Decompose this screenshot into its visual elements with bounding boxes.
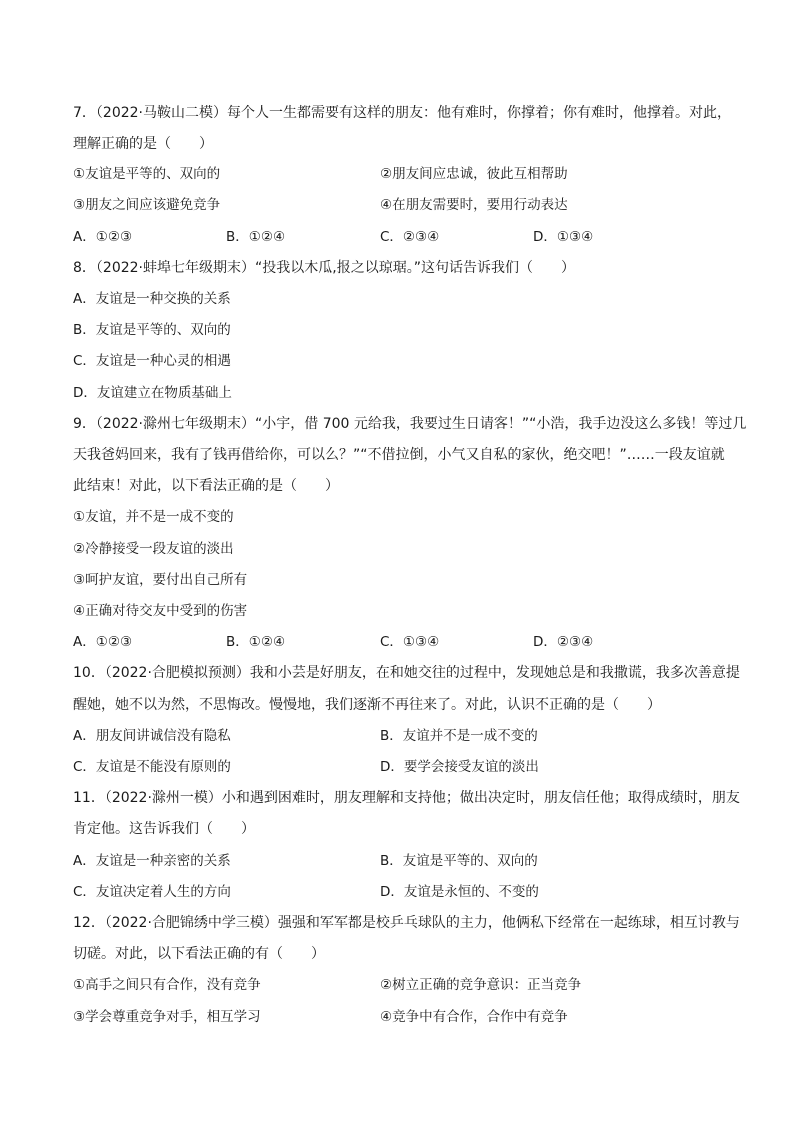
q11-choices-row1 — [73, 852, 733, 870]
q9-statement-3: ③呵护友谊，要付出自己所有 — [73, 572, 248, 588]
q10-choice-a[interactable]: A．朋友间讲诚信没有隐私 — [73, 728, 231, 744]
q7-statement-1: ①友谊是平等的、双向的 — [73, 166, 221, 182]
q8-choice-a[interactable]: A．友谊是一种交换的关系 — [73, 291, 231, 307]
q11-choice-d[interactable]: D．友谊是永恒的、不变的 — [380, 884, 539, 900]
q9-stem-line1: 9．（2022·滁州七年级期末）“小宇，借 700 元给我，我要过生日请客！”“小浩，我手边没这么多钱！等过几 — [73, 416, 747, 432]
q7-stem-line2: 理解正确的是（ ） — [73, 136, 213, 152]
q11-choice-b[interactable]: B．友谊是平等的、双向的 — [380, 853, 538, 869]
q9-choice-a[interactable]: A．①②③ — [73, 634, 133, 650]
q12-stem-line2: 切磋。对此，以下看法正确的有（ ） — [73, 946, 325, 962]
q9-choices — [73, 633, 733, 651]
q10-choice-c[interactable]: C．友谊是不能没有原则的 — [73, 759, 231, 775]
q12-statements-row1 — [73, 976, 733, 994]
q10-choices-row2 — [73, 758, 733, 776]
q10-choice-b[interactable]: B．友谊并不是一成不变的 — [380, 728, 538, 744]
q12-statement-4: ④竞争中有合作，合作中有竞争 — [380, 1009, 568, 1025]
q12-statements-row2 — [73, 1008, 733, 1026]
q7-choice-c[interactable]: C．②③④ — [380, 229, 440, 245]
q12-stem-line1: 12．（2022·合肥锦绣中学三模）强强和军军都是校乒乓球队的主力，他俩私下经常在一起练球，相互讨教与 — [73, 915, 740, 931]
q8-stem-line1: 8．（2022·蚌埠七年级期末）“投我以木瓜,报之以琼琚。”这句话告诉我们（ ） — [73, 260, 575, 276]
q12-statement-3: ③学会尊重竞争对手，相互学习 — [73, 1009, 261, 1025]
q11-stem-line2: 肯定他。这告诉我们（ ） — [73, 821, 255, 837]
q9-choice-b[interactable]: B．①②④ — [226, 634, 286, 650]
q11-choice-a[interactable]: A．友谊是一种亲密的关系 — [73, 853, 231, 869]
q7-statements-row1 — [73, 165, 733, 183]
q7-choices — [73, 228, 733, 246]
q7-statement-4: ④在朋友需要时，要用行动表达 — [380, 197, 568, 213]
q7-choice-d[interactable]: D．①③④ — [533, 229, 594, 245]
q7-choice-a[interactable]: A．①②③ — [73, 229, 133, 245]
q7-statement-2: ②朋友间应忠诚，彼此互相帮助 — [380, 166, 568, 182]
q7-statement-3: ③朋友之间应该避免竞争 — [73, 197, 221, 213]
q10-choice-d[interactable]: D．要学会接受友谊的淡出 — [380, 759, 539, 775]
q10-stem-line2: 醒她，她不以为然，不思悔改。慢慢地，我们逐渐不再往来了。对此，认识不正确的是（ ） — [73, 697, 661, 713]
q12-statement-1: ①高手之间只有合作，没有竞争 — [73, 977, 261, 993]
q10-choices-row1 — [73, 727, 733, 745]
q8-choice-b[interactable]: B．友谊是平等的、双向的 — [73, 322, 231, 338]
q7-statements-row2 — [73, 196, 733, 214]
q9-stem-line2: 天我爸妈回来，我有了钱再借给你，可以么？”“不借拉倒，小气又自私的家伙，绝交吧！”……一段友谊就 — [73, 447, 725, 463]
q9-statement-4: ④正确对待交友中受到的伤害 — [73, 603, 248, 619]
q9-choice-c[interactable]: C．①③④ — [380, 634, 440, 650]
q9-statement-2: ②冷静接受一段友谊的淡出 — [73, 541, 234, 557]
q11-stem-line1: 11．（2022·滁州一模）小和遇到困难时，朋友理解和支持他；做出决定时，朋友信任他；取得成绩时，朋友 — [73, 790, 740, 806]
q7-choice-b[interactable]: B．①②④ — [226, 229, 286, 245]
q12-statement-2: ②树立正确的竞争意识：正当竞争 — [380, 977, 582, 993]
q9-statement-1: ①友谊，并不是一成不变的 — [73, 509, 234, 525]
q10-stem-line1: 10．（2022·合肥模拟预测）我和小芸是好朋友，在和她交往的过程中，发现她总是和我撒谎，我多次善意提 — [73, 665, 740, 681]
q11-choice-c[interactable]: C．友谊决定着人生的方向 — [73, 884, 231, 900]
q7-stem-line1: 7．（2022·马鞍山二模）每个人一生都需要有这样的朋友：他有难时，你撑着；你有难时，他撑着。对此， — [73, 105, 731, 121]
q8-choice-d[interactable]: D．友谊建立在物质基础上 — [73, 385, 232, 401]
q8-choice-c[interactable]: C．友谊是一种心灵的相遇 — [73, 353, 231, 369]
q11-choices-row2 — [73, 883, 733, 901]
q9-stem-line3: 此结束！对此，以下看法正确的是（ ） — [73, 478, 339, 494]
q9-choice-d[interactable]: D．②③④ — [533, 634, 594, 650]
